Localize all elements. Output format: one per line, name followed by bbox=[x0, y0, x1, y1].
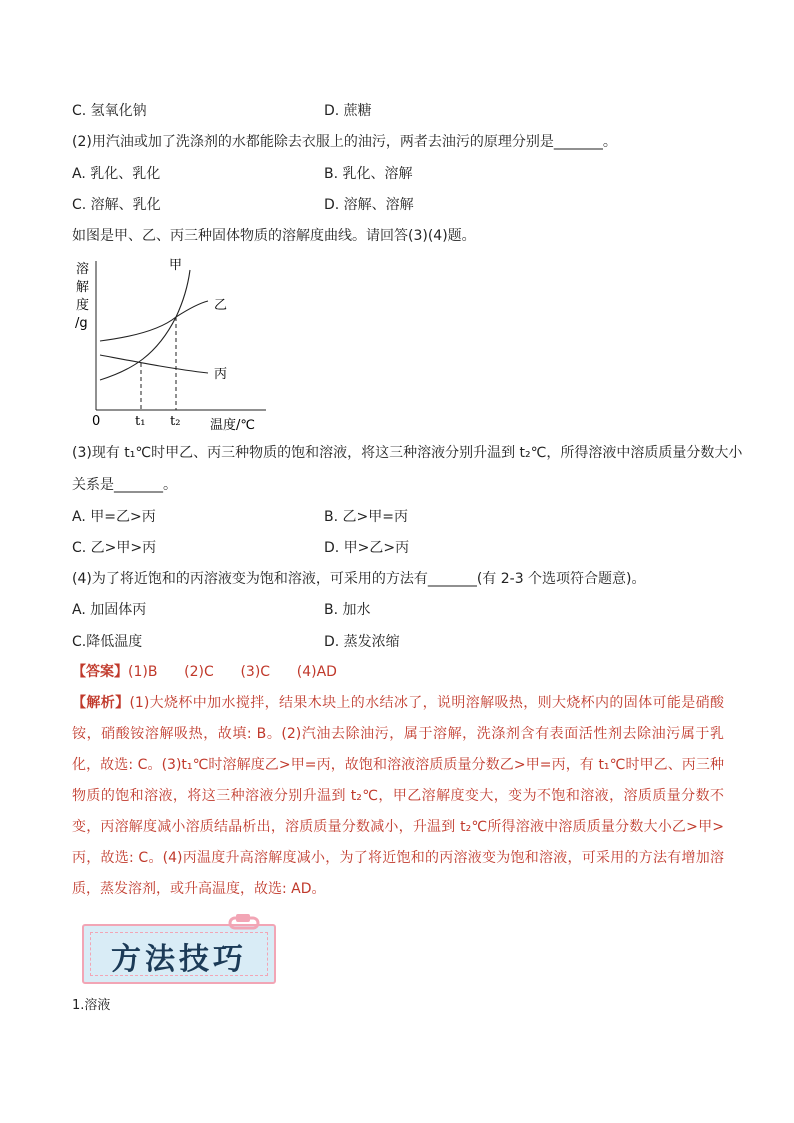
section-badge bbox=[78, 912, 278, 984]
solubility-chart bbox=[72, 255, 272, 435]
series-label-jia: 甲 bbox=[169, 258, 183, 273]
x-tick-t1: t₁ bbox=[135, 414, 146, 429]
q1-option-d: D. 蔗糖 bbox=[324, 103, 372, 119]
q3-option-a: A. 甲=乙>丙 bbox=[72, 509, 156, 525]
series-yi bbox=[100, 301, 208, 341]
q3-option-d: D. 甲>乙>丙 bbox=[324, 540, 410, 556]
x-axis-label: 温度/℃ bbox=[210, 418, 255, 433]
q2-option-b: B. 乳化、溶解 bbox=[324, 166, 413, 182]
x-tick-t2: t₂ bbox=[170, 414, 181, 429]
series-label-bing: 丙 bbox=[214, 367, 228, 382]
q3-stem-line1: (3)现有 t₁℃时甲乙、丙三种物质的饱和溶液，将这三种溶液分别升温到 t₂℃，所得溶液中溶质质量分数大小 bbox=[72, 445, 743, 461]
chart-intro: 如图是甲、乙、丙三种固体物质的溶解度曲线。请回答(3)(4)题。 bbox=[72, 228, 476, 244]
ylabel-char-2: 解 bbox=[76, 280, 90, 295]
answer-text: (1)B (2)C (3)C (4)AD bbox=[128, 664, 337, 680]
q1-option-c: C. 氢氧化钠 bbox=[72, 103, 147, 119]
badge-title: 方法技巧 bbox=[111, 942, 247, 977]
q4-option-c: C.降低温度 bbox=[72, 634, 143, 650]
q4-option-b: B. 加水 bbox=[324, 602, 371, 618]
q2-option-a: A. 乳化、乳化 bbox=[72, 166, 161, 182]
analysis-tag: 【解析】 bbox=[72, 695, 130, 711]
q4-option-d: D. 蒸发浓缩 bbox=[324, 634, 400, 650]
series-label-yi: 乙 bbox=[214, 298, 228, 313]
q2-option-d: D. 溶解、溶解 bbox=[324, 197, 414, 213]
q2-option-c: C. 溶解、乳化 bbox=[72, 197, 161, 213]
series-bing bbox=[100, 355, 208, 373]
ylabel-char-1: 溶 bbox=[76, 262, 90, 277]
q3-option-b: B. 乙>甲=丙 bbox=[324, 509, 408, 525]
analysis-text: (1)大烧杯中加水搅拌，结果木块上的水结冰了，说明溶解吸热，则大烧杯内的固体可能是硝酸铵，硝酸铵溶解吸热，故填: B。(2)汽油去除油污，属于溶解，洗涤剂含有表面活性剂去除油污属于乳化，故选: C。(3)t₁℃时溶解度乙>甲=丙，故饱和溶液溶质质量分数乙>甲=丙，有 t₁℃时甲乙、丙三种物质的饱和溶液，将这三种溶液分别升温到 t₂℃，甲乙溶解度变大，变为不饱和溶液，溶质质量分数不变，丙溶解度减小溶质结晶析出，溶质质量分数减小，升温到 t₂℃所得溶液中溶质质量分数大小乙>甲>丙，故选: C。(4)丙温度升高溶解度减小，为了将近饱和的丙溶液变为饱和溶液，可采用的方法有增加溶质，蒸发溶剂，或升高温度，故选: AD。 bbox=[72, 695, 724, 897]
answer-line bbox=[72, 663, 337, 681]
q4-stem: (4)为了将近饱和的丙溶液变为饱和溶液，可采用的方法有_______(有 2-3 个选项符合题意)。 bbox=[72, 571, 646, 587]
q3-option-c: C. 乙>甲>丙 bbox=[72, 540, 157, 556]
q3-stem-line2: 关系是_______。 bbox=[72, 477, 177, 493]
paperclip-icon bbox=[228, 912, 262, 934]
q4-option-a: A. 加固体丙 bbox=[72, 602, 147, 618]
origin-label: 0 bbox=[92, 414, 101, 429]
q2-stem: (2)用汽油或加了洗涤剂的水都能除去衣服上的油污，两者去油污的原理分别是_______。 bbox=[72, 134, 617, 150]
ylabel-char-3: 度 bbox=[76, 298, 90, 313]
answer-tag: 【答案】 bbox=[72, 664, 128, 680]
analysis-paragraph bbox=[72, 688, 724, 905]
ylabel-char-4: /g bbox=[75, 316, 88, 331]
section-item-1: 1.溶液 bbox=[72, 998, 111, 1013]
